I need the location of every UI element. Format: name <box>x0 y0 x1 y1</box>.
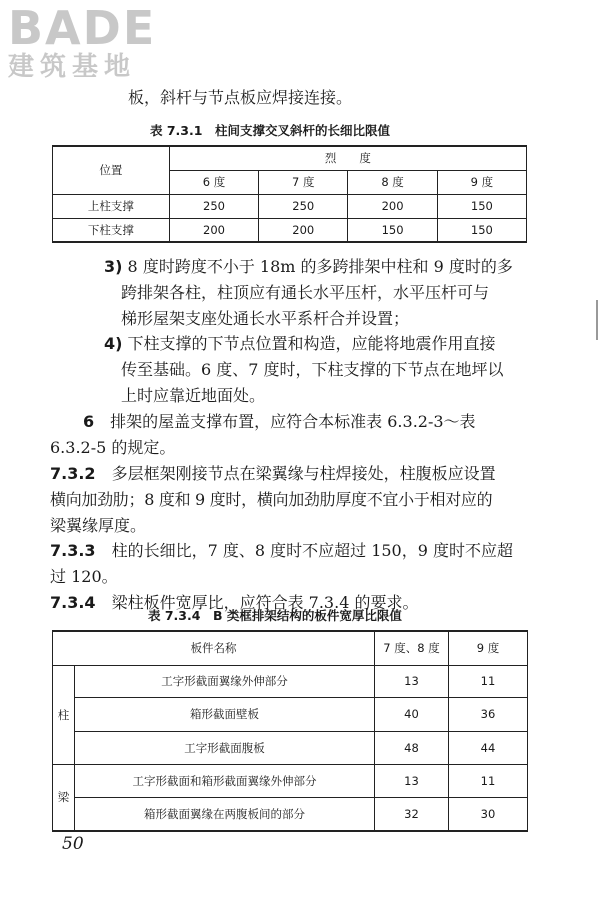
item4-text: 下柱支撑的下节点位置和构造，应能将地震作用直接 <box>127 334 496 353</box>
header-78: 7 度、8 度 <box>375 631 449 665</box>
table1-caption: 表 7.3.1 柱间支撑交叉斜杆的长细比限值 <box>150 123 390 138</box>
group-column: 柱 <box>53 665 75 764</box>
header-name: 板件名称 <box>53 631 375 665</box>
intro-line: 板，斜杆与节点板应焊接连接。 <box>128 88 353 107</box>
item3-marker: 3) <box>104 257 123 276</box>
scan-edge-mark <box>596 300 598 340</box>
item4-marker: 4) <box>104 334 123 353</box>
cell: 250 <box>259 194 348 218</box>
row-label: 上柱支撑 <box>53 194 170 218</box>
table-row <box>53 797 528 831</box>
cell: 150 <box>348 218 437 242</box>
row-name: 工字形截面翼缘外伸部分 <box>75 665 375 697</box>
logo-subtitle: 建筑基地 <box>8 52 137 82</box>
cell: 36 <box>449 697 528 731</box>
group-beam: 梁 <box>53 764 75 831</box>
degree-header: 6 度 <box>169 170 258 194</box>
cell: 13 <box>375 764 449 797</box>
table2-caption: 表 7.3.4 B 类框排架结构的板件宽厚比限值 <box>148 608 402 623</box>
table-row <box>53 218 527 242</box>
table-row <box>53 194 527 218</box>
table-7-3-4 <box>52 630 528 832</box>
item3-line2: 跨排架各柱，柱顶应有通长水平压杆，水平压杆可与 <box>121 283 490 302</box>
cell: 200 <box>348 194 437 218</box>
intensity-header: 烈 度 <box>169 146 526 170</box>
table-row <box>53 731 528 764</box>
degree-header: 9 度 <box>437 170 526 194</box>
cell: 200 <box>259 218 348 242</box>
cell: 30 <box>449 797 528 831</box>
clause732-text: 多层框架刚接节点在梁翼缘与柱焊接处，柱腹板应设置 <box>111 464 496 483</box>
table-7-3-1 <box>52 145 527 243</box>
row-name: 工字形截面腹板 <box>75 731 375 764</box>
clause734-number: 7.3.4 <box>50 593 96 612</box>
degree-header: 8 度 <box>348 170 437 194</box>
clause732-number: 7.3.2 <box>50 464 96 483</box>
cell: 44 <box>449 731 528 764</box>
cell: 48 <box>375 731 449 764</box>
cell: 150 <box>437 194 526 218</box>
item3-text: 8 度时跨度不小于 18m 的多跨排架中柱和 9 度时的多 <box>127 257 513 276</box>
position-header: 位置 <box>53 146 170 194</box>
clause733-line2: 过 120。 <box>50 567 118 586</box>
watermark-logo <box>8 2 178 82</box>
clause6-text: 排架的屋盖支撑布置，应符合本标准表 6.3.2-3～表 <box>110 412 476 431</box>
cell: 200 <box>169 218 258 242</box>
cell: 32 <box>375 797 449 831</box>
clause733-line1 <box>50 537 513 564</box>
row-name: 工字形截面和箱形截面翼缘外伸部分 <box>75 764 375 797</box>
cell: 11 <box>449 665 528 697</box>
cell: 150 <box>437 218 526 242</box>
item4-line3: 上时应靠近地面处。 <box>121 386 266 405</box>
table-row <box>53 697 528 731</box>
item4-line1 <box>104 330 496 357</box>
cell: 40 <box>375 697 449 731</box>
table-row <box>53 665 528 697</box>
cell: 11 <box>449 764 528 797</box>
clause6-line1 <box>83 408 476 435</box>
clause732-line1 <box>50 460 496 487</box>
row-label: 下柱支撑 <box>53 218 170 242</box>
cell: 13 <box>375 665 449 697</box>
clause732-line2: 横向加劲肋；8 度和 9 度时，横向加劲肋厚度不宜小于相对应的 <box>50 490 493 509</box>
table-row <box>53 764 528 797</box>
clause6-number: 6 <box>83 412 95 431</box>
header-9: 9 度 <box>449 631 528 665</box>
item4-line2: 传至基础。6 度、7 度时，下柱支撑的下节点在地坪以 <box>121 360 504 379</box>
item3-line3: 梯形屋架支座处通长水平系杆合并设置； <box>121 309 410 328</box>
clause733-text: 柱的长细比，7 度、8 度时不应超过 150，9 度时不应超 <box>111 541 514 560</box>
page-number: 50 <box>62 834 84 854</box>
item3-line1 <box>104 253 513 280</box>
clause732-line3: 梁翼缘厚度。 <box>50 516 147 535</box>
row-name: 箱形截面壁板 <box>75 697 375 731</box>
clause734-text: 梁柱板件宽厚比，应符合表 7.3.4 的要求。 <box>111 593 419 612</box>
cell: 250 <box>169 194 258 218</box>
clause6-line2: 6.3.2-5 的规定。 <box>50 438 176 457</box>
clause733-number: 7.3.3 <box>50 541 96 560</box>
row-name: 箱形截面翼缘在两腹板间的部分 <box>75 797 375 831</box>
logo-word: BADE <box>8 1 157 55</box>
degree-header: 7 度 <box>259 170 348 194</box>
